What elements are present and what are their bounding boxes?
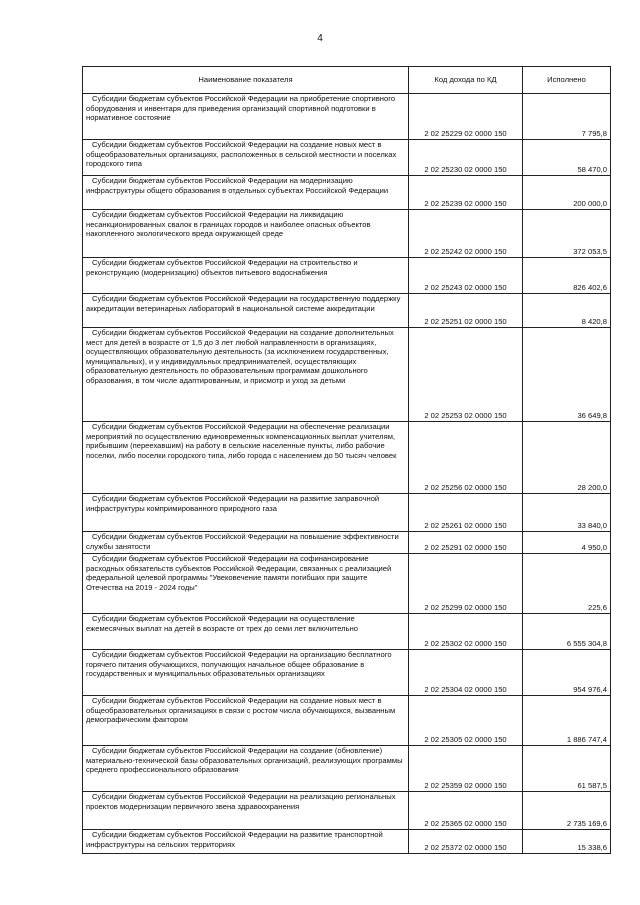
table-row: [83, 650, 611, 696]
row-value: 200 000,0: [523, 176, 611, 210]
row-value: 4 950,0: [523, 532, 611, 554]
row-name: Субсидии бюджетам субъектов Российской Федерации на создание дополнительных мест для детей в возрасте от 1,5 до 3 лет любой направленности в организациях, осуществляющих образовательную деятельность (за исключением государственных, муниципальных), и у индивидуальных предпринимателей, осуществляющих образовательную деятельность по образовательным программам дошкольного образования, в том числе адаптированным, и присмотр и уход за детьми: [83, 328, 409, 422]
row-value: 33 840,0: [523, 494, 611, 532]
table-row: [83, 140, 611, 176]
row-name: Субсидии бюджетам субъектов Российской Федерации на реализацию региональных проектов модернизации первичного звена здравоохранения: [83, 792, 409, 830]
row-code: 2 02 25256 02 0000 150: [409, 422, 523, 494]
row-name: Субсидии бюджетам субъектов Российской Федерации на приобретение спортивного оборудования и инвентаря для приведения организаций спортивной подготовки в нормативное состояние: [83, 94, 409, 140]
row-name: Субсидии бюджетам субъектов Российской Федерации на государственную поддержку аккредитации ветеринарных лабораторий в национальной системе аккредитации: [83, 294, 409, 328]
row-code: 2 02 25261 02 0000 150: [409, 494, 523, 532]
row-value: 826 402,6: [523, 258, 611, 294]
row-value: 58 470,0: [523, 140, 611, 176]
row-code: 2 02 25305 02 0000 150: [409, 696, 523, 746]
header-code: Код дохода по КД: [409, 67, 523, 94]
table-row: [83, 532, 611, 554]
row-value: 2 735 169,6: [523, 792, 611, 830]
row-name: Субсидии бюджетам субъектов Российской Федерации на обеспечение реализации мероприятий по осуществлению единовременных компенсационных выплат учителям, прибывшим (переехавшим) на работу в сельские населенные пункты, либо рабочие поселки, либо поселки городского типа, либо города с населением до 50 тысяч человек: [83, 422, 409, 494]
table-row: [83, 614, 611, 650]
table-row: [83, 294, 611, 328]
row-code: 2 02 25302 02 0000 150: [409, 614, 523, 650]
row-code: 2 02 25229 02 0000 150: [409, 94, 523, 140]
row-code: 2 02 25299 02 0000 150: [409, 554, 523, 614]
table-row: [83, 176, 611, 210]
row-value: 6 555 304,8: [523, 614, 611, 650]
row-value: 1 886 747,4: [523, 696, 611, 746]
table-row: [83, 94, 611, 140]
row-name: Субсидии бюджетам субъектов Российской Федерации на создание новых мест в общеобразовательных организациях в связи с ростом числа обучающихся, вызванным демографическим фактором: [83, 696, 409, 746]
table-row: [83, 258, 611, 294]
table-row: [83, 422, 611, 494]
table-row: [83, 328, 611, 422]
row-code: 2 02 25304 02 0000 150: [409, 650, 523, 696]
row-value: 36 649,8: [523, 328, 611, 422]
row-code: 2 02 25230 02 0000 150: [409, 140, 523, 176]
table-row: [83, 792, 611, 830]
row-value: 8 420,8: [523, 294, 611, 328]
row-value: 7 795,8: [523, 94, 611, 140]
row-code: 2 02 25365 02 0000 150: [409, 792, 523, 830]
row-value: 954 976,4: [523, 650, 611, 696]
row-code: 2 02 25291 02 0000 150: [409, 532, 523, 554]
table-row: [83, 210, 611, 258]
table-row: [83, 696, 611, 746]
row-name: Субсидии бюджетам субъектов Российской Федерации на создание (обновление) материально-технической базы образовательных организаций, реализующих программы среднего профессионального образования: [83, 746, 409, 792]
row-name: Субсидии бюджетам субъектов Российской Федерации на ликвидацию несанкционированных свалок в границах городов и наиболее опасных объектов накопленного экологического вреда окружающей среде: [83, 210, 409, 258]
header-name: Наименование показателя: [83, 67, 409, 94]
row-name: Субсидии бюджетам субъектов Российской Федерации на развитие заправочной инфраструктуры компримированного природного газа: [83, 494, 409, 532]
row-name: Субсидии бюджетам субъектов Российской Федерации на осуществление ежемесячных выплат на детей в возрасте от трех до семи лет включительно: [83, 614, 409, 650]
header-executed: Исполнено: [523, 67, 611, 94]
row-name: Субсидии бюджетам субъектов Российской Федерации на модернизацию инфраструктуры общего образования в отдельных субъектах Российской Федерации: [83, 176, 409, 210]
row-value: 225,6: [523, 554, 611, 614]
page-number: 4: [317, 33, 323, 44]
income-table: [82, 66, 611, 854]
table-row: [83, 746, 611, 792]
row-name: Субсидии бюджетам субъектов Российской Федерации на организацию бесплатного горячего питания обучающихся, получающих начальное общее образование в государственных и муниципальных образовательных организациях: [83, 650, 409, 696]
row-code: 2 02 25242 02 0000 150: [409, 210, 523, 258]
table-row: [83, 494, 611, 532]
row-name: Субсидии бюджетам субъектов Российской Федерации на создание новых мест в общеобразовательных организациях, расположенных в сельской местности и поселках городского типа: [83, 140, 409, 176]
row-code: 2 02 25239 02 0000 150: [409, 176, 523, 210]
table-row: [83, 830, 611, 854]
row-code: 2 02 25372 02 0000 150: [409, 830, 523, 854]
row-code: 2 02 25243 02 0000 150: [409, 258, 523, 294]
table-header-row: [83, 67, 611, 94]
row-name: Субсидии бюджетам субъектов Российской Федерации на развитие транспортной инфраструктуры на сельских территориях: [83, 830, 409, 854]
row-name: Субсидии бюджетам субъектов Российской Федерации на строительство и реконструкцию (модернизацию) объектов питьевого водоснабжения: [83, 258, 409, 294]
row-code: 2 02 25359 02 0000 150: [409, 746, 523, 792]
row-value: 61 587,5: [523, 746, 611, 792]
table-row: [83, 554, 611, 614]
row-value: 15 338,6: [523, 830, 611, 854]
row-name: Субсидии бюджетам субъектов Российской Федерации на софинансирование расходных обязательств субъектов Российской Федерации, связанных с реализацией федеральной целевой программы "Увековечение памяти погибших при защите Отечества на 2019 - 2024 годы": [83, 554, 409, 614]
row-code: 2 02 25251 02 0000 150: [409, 294, 523, 328]
row-code: 2 02 25253 02 0000 150: [409, 328, 523, 422]
row-name: Субсидии бюджетам субъектов Российской Федерации на повышение эффективности службы занятости: [83, 532, 409, 554]
row-value: 372 053,5: [523, 210, 611, 258]
row-value: 28 200,0: [523, 422, 611, 494]
